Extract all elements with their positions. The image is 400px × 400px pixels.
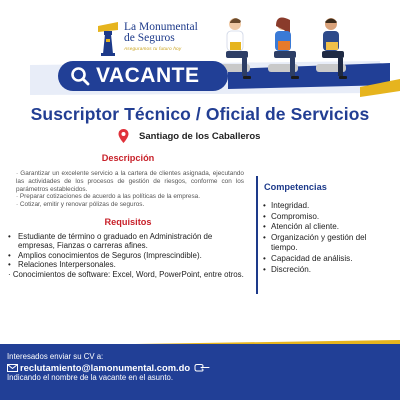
requirement-item: • Relaciones Interpersonales. — [8, 260, 116, 270]
description-item: · Preparar cotizaciones de acuerdo a las políticas de la empresa. — [16, 193, 201, 201]
competency-text: Atención al cliente. — [271, 222, 339, 232]
competency-item: • Capacidad de análisis. — [263, 253, 353, 263]
competency-text: Organización y gestión del tiempo. — [271, 232, 367, 253]
description-list — [6, 170, 250, 209]
candidates-illustration — [210, 14, 360, 92]
competency-text: Integridad. — [271, 201, 310, 210]
mail-icon — [7, 364, 18, 372]
job-location — [118, 128, 260, 144]
logo-wordmark — [124, 22, 208, 51]
requirement-text: Amplios conocimientos de Seguros (Imprescindible). — [18, 250, 202, 260]
competency-text: Compromiso. — [271, 211, 320, 221]
vacancy-banner — [58, 61, 228, 91]
footer-email-row — [7, 362, 210, 373]
requirement-item: • Estudiante de término o graduado en Administración de empresas, Fianzas o carreras afines. — [8, 232, 250, 251]
left-column — [6, 153, 250, 279]
requirements-heading: Requisitos — [104, 216, 152, 227]
competency-item: • Integridad. — [263, 201, 310, 210]
column-divider — [256, 176, 258, 294]
competency-item: • Discreción. — [263, 264, 312, 274]
requirements-list — [6, 232, 250, 279]
location-text: Santiago de los Caballeros — [139, 130, 261, 142]
footer-contact — [7, 352, 210, 383]
competency-item: • Atención al cliente. — [263, 222, 339, 232]
pointing-hand-icon — [194, 363, 210, 372]
vacancy-label: VACANTE — [96, 64, 200, 87]
email-link[interactable]: reclutamiento@lamonumental.com.do — [20, 362, 191, 373]
competency-item: • Organización y gestión del tiempo. — [263, 233, 395, 254]
logo-name-line1: La Monumental — [124, 21, 198, 33]
description-item: · Garantizar un excelente servicio a la cartera de clientes asignada, ejecutando las actividades de los procesos de gestión de riesgos, conforme con los parámetros establecidos. — [16, 170, 244, 193]
competencies-heading: Competencias — [264, 182, 327, 192]
requirement-item: • Amplios conocimientos de Seguros (Imprescindible). — [8, 250, 202, 260]
logo-tagline: Aseguramos tu futuro hoy — [124, 46, 182, 51]
requirement-text: · Conocimientos de software: Excel, Word, PowerPoint, entre otros. — [8, 269, 244, 279]
requirement-text: Relaciones Interpersonales. — [18, 260, 116, 270]
footer-subject-note: Indicando el nombre de la vacante en el asunto. — [7, 373, 174, 382]
description-item: · Cotizar, emitir y renovar pólizas de seguros. — [16, 201, 145, 209]
competency-text: Discreción. — [271, 264, 312, 274]
requirement-text: Estudiante de término o graduado en Administración de empresas, Fianzas o carreras afines. — [18, 231, 213, 251]
location-pin-icon — [118, 129, 129, 143]
company-logo — [96, 20, 206, 60]
search-icon — [70, 66, 90, 86]
lighthouse-logo-icon — [96, 22, 120, 56]
requirement-item — [8, 270, 250, 279]
competency-text: Capacidad de análisis. — [271, 253, 353, 263]
job-title: Suscriptor Técnico / Oficial de Servicios — [30, 104, 370, 124]
logo-name-line2: de Seguros — [124, 32, 175, 44]
description-heading: Descripción — [101, 153, 155, 163]
competencies-list — [263, 201, 395, 275]
competency-item: • Compromiso. — [263, 211, 320, 221]
footer-instruction: Interesados enviar su CV a: — [7, 352, 104, 361]
right-column — [263, 182, 395, 275]
